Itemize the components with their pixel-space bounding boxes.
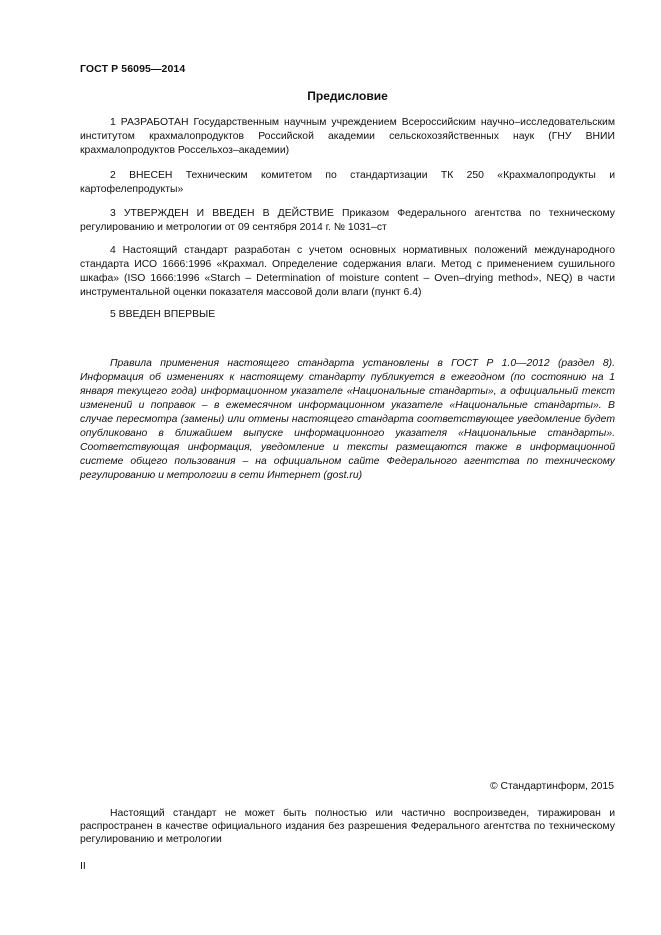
preface-title: Предисловие [307,89,388,103]
copyright-line: © Стандартинформ, 2015 [489,781,614,792]
page-number: II [80,860,86,872]
preface-item-approved: 3 УТВЕРЖДЕН И ВВЕДЕН В ДЕЙСТВИЕ Приказом Федерального агентства по техническому регулированию и метрологии от 09 сентября 2014 г. № 1031–ст [80,208,615,233]
preface-item-first-introduced: 5 ВВЕДЕН ВПЕРВЫЕ [110,309,216,320]
standard-code: ГОСТ Р 56095—2014 [80,63,186,75]
reproduction-rights-notice: Настоящий стандарт не может быть полностью или частично воспроизведен, тиражирован и распространен в качестве официального издания без разрешения Федерального агентства по техническому регулированию и метрологии [80,808,615,845]
preface-item-developed: 1 РАЗРАБОТАН Государственным научным учреждением Всероссийским научно–исследовательским институтом крахмалопродуктов Российской академии сельскохозяйственных наук (ГНУ ВНИИ крахмалопродуктов Россельхоз–академии) [80,117,615,156]
preface-item-introduced: 2 ВНЕСЕН Техническим комитетом по стандартизации ТК 250 «Крахмалопродукты и картофелепродукты» [80,170,615,195]
application-rules-notice: Правила применения настоящего стандарта установлены в ГОСТ Р 1.0—2012 (раздел 8). Информация об изменениях к настоящему стандарту публикуется в ежегодном (по состоянию на 1 января текущего года) информационном указателе «Национальные стандарты», а официальный текст изменений и поправок – в ежемесячном информационном указателе «Национальные стандарты». В случае пересмотра (замены) или отмены настоящего стандарта соответствующее уведомление будет опубликовано в ближайшем выпуске информационного указателя «Национальные стандарты». Соответствующая информация, уведомление и тексты размещаются также в информационной системе общего пользования – на официальном сайте Федерального агентства по техническому регулированию и метрологии в сети Интернет (gost.ru) [80,358,615,481]
preface-item-basis: 4 Настоящий стандарт разработан с учетом основных нормативных положений международного стандарта ИСО 1666:1996 «Крахмал. Определение содержания влаги. Метод с применением сушильного шкафа» (ISO 1666:1996 «Starch – Determination of moisture content – Oven–drying method», NEQ) в части инструментальной оценки показателя массовой доли влаги (пункт 6.4) [80,245,615,298]
